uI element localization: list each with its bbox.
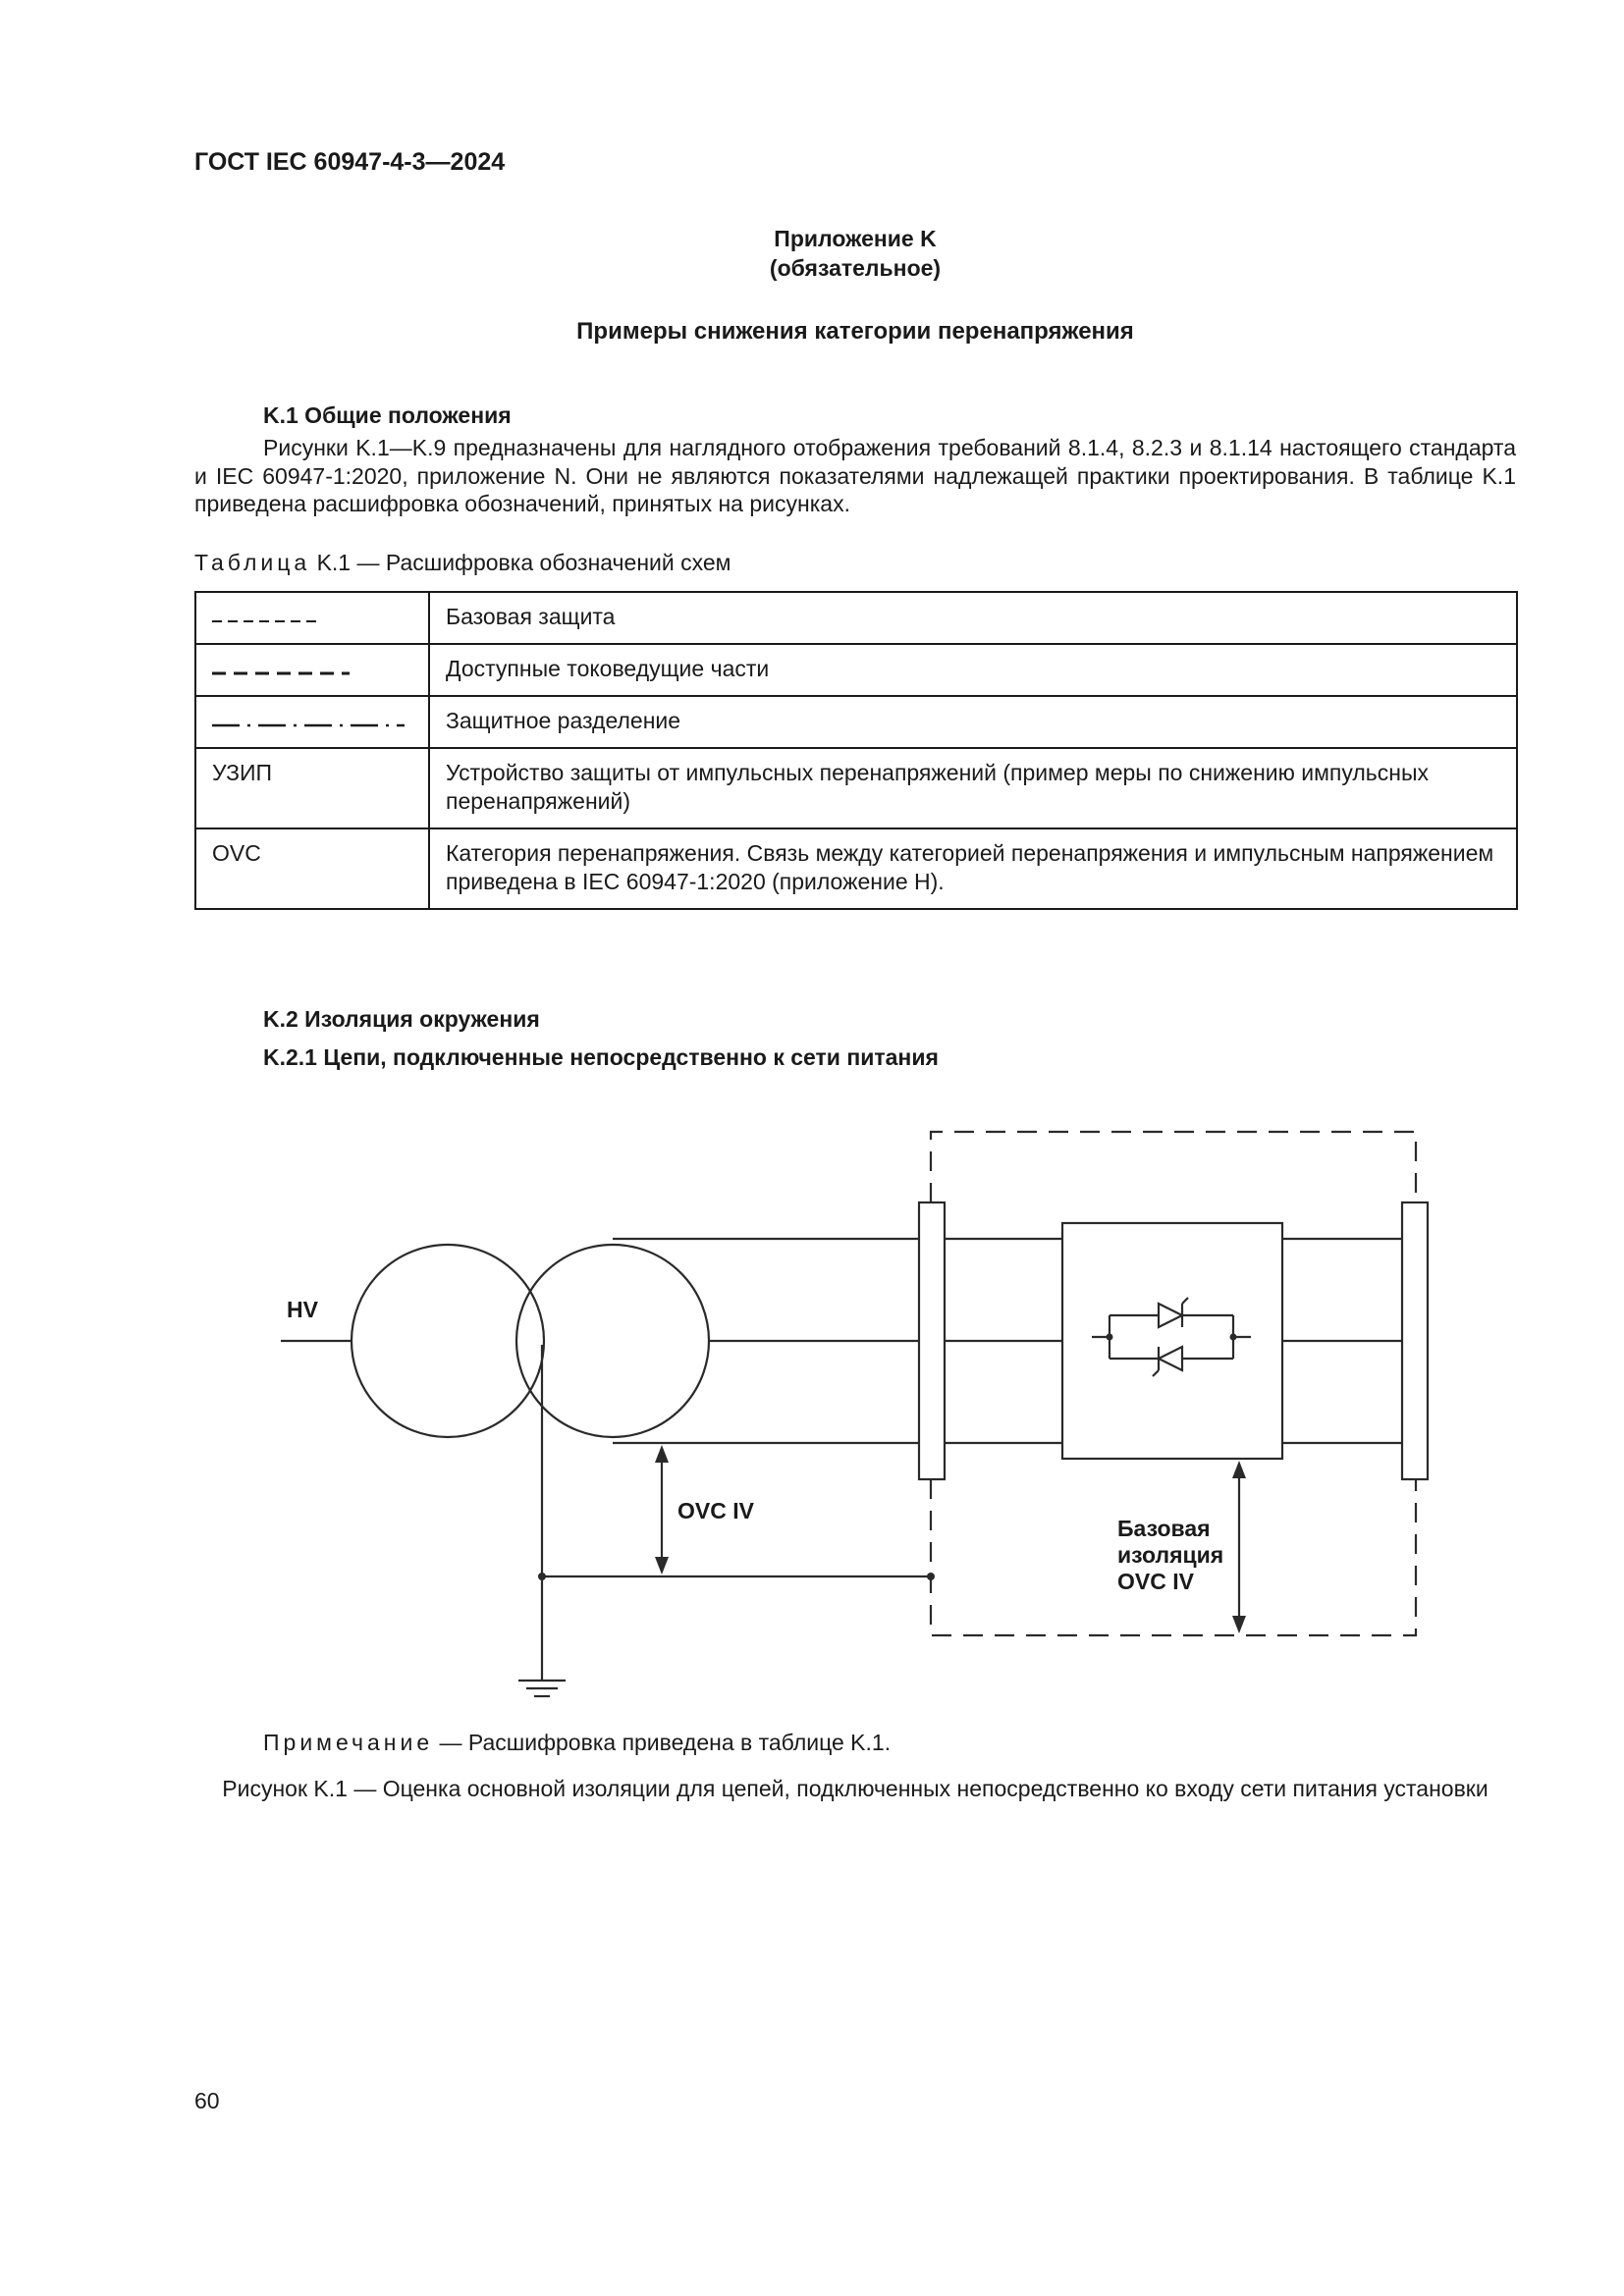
legend-description-text: Категория перенапряжения. Связь между категорией перенапряжения и импульсным напряжением приведена в IEC 60947-1:2020 (приложение H). (446, 840, 1494, 894)
equipment-box (1062, 1223, 1282, 1459)
ovc-left-arrow-up-icon (655, 1445, 669, 1463)
diode-top-icon (1159, 1304, 1182, 1327)
terminal-block-left (919, 1202, 945, 1479)
terminal-block-right (1402, 1202, 1428, 1479)
section-k1-heading: K.1 Общие положения (263, 402, 512, 428)
legend-symbol-text: OVC (212, 840, 261, 866)
basic-insulation-label-2: изоляция (1117, 1542, 1224, 1568)
ovc-left-arrow-down-icon (655, 1557, 669, 1575)
legend-symbol-text: УЗИП (212, 760, 273, 785)
annex-status: (обязательное) (769, 255, 942, 281)
hv-label: HV (287, 1297, 318, 1322)
figure-caption: Рисунок K.1 — Оценка основной изоляции для цепей, подключенных непосредственно ко входу сети питания установки (222, 1776, 1489, 1801)
legend-description-text: Устройство защиты от импульсных перенапряжений (пример меры по снижению импульсных перенапряжений) (446, 760, 1430, 814)
note-label: Примечание (263, 1730, 434, 1755)
diode-bottom-icon (1159, 1347, 1182, 1370)
diode-bottom-cathode-tick (1153, 1370, 1159, 1376)
table-caption-label: Таблица (194, 550, 311, 575)
annex-label: Приложение K (774, 226, 937, 251)
basic-insulation-arrow-up-icon (1232, 1461, 1246, 1478)
legend-description-text: Доступные токоведущие части (446, 656, 770, 681)
page-number: 60 (194, 2088, 220, 2113)
basic-insulation-label-1: Базовая (1117, 1516, 1211, 1541)
diode-top-cathode-tick (1182, 1298, 1188, 1304)
legend-description-text: Базовая защита (446, 604, 616, 629)
table-caption-text: K.1 — Расшифровка обозначений схем (310, 550, 731, 575)
annex-title: Примеры снижения категории перенапряжения (576, 318, 1134, 345)
section-k1-text: Рисунки K.1—K.9 предназначены для наглядного отображения требований 8.1.4, 8.2.3 и 8.1.14 настоящего стандарта и IEC 60947-1:2020, приложение N. Они не являются показателями надлежащей практики проектирования. В таблице K.1 приведена расшифровка обозначений, принятых на рисунках. (194, 435, 1516, 516)
document-id: ГОСТ IEC 60947-4-3—2024 (194, 148, 506, 176)
legend-description-text: Защитное разделение (446, 708, 681, 733)
note-text: — Расшифровка приведена в таблице K.1. (433, 1730, 892, 1755)
transformer-secondary-coil (516, 1245, 709, 1437)
ovc-left-label: OVC IV (677, 1498, 754, 1523)
section-k21-heading: K.2.1 Цепи, подключенные непосредственно к сети питания (263, 1044, 939, 1070)
basic-insulation-arrow-down-icon (1232, 1616, 1246, 1633)
transformer-primary-coil (352, 1245, 544, 1437)
basic-insulation-label-3: OVC IV (1117, 1569, 1194, 1594)
figure-note (263, 1730, 891, 1756)
section-k2-heading: K.2 Изоляция окружения (263, 1006, 540, 1032)
basic-protection-enclosure-top (931, 1132, 1416, 1202)
